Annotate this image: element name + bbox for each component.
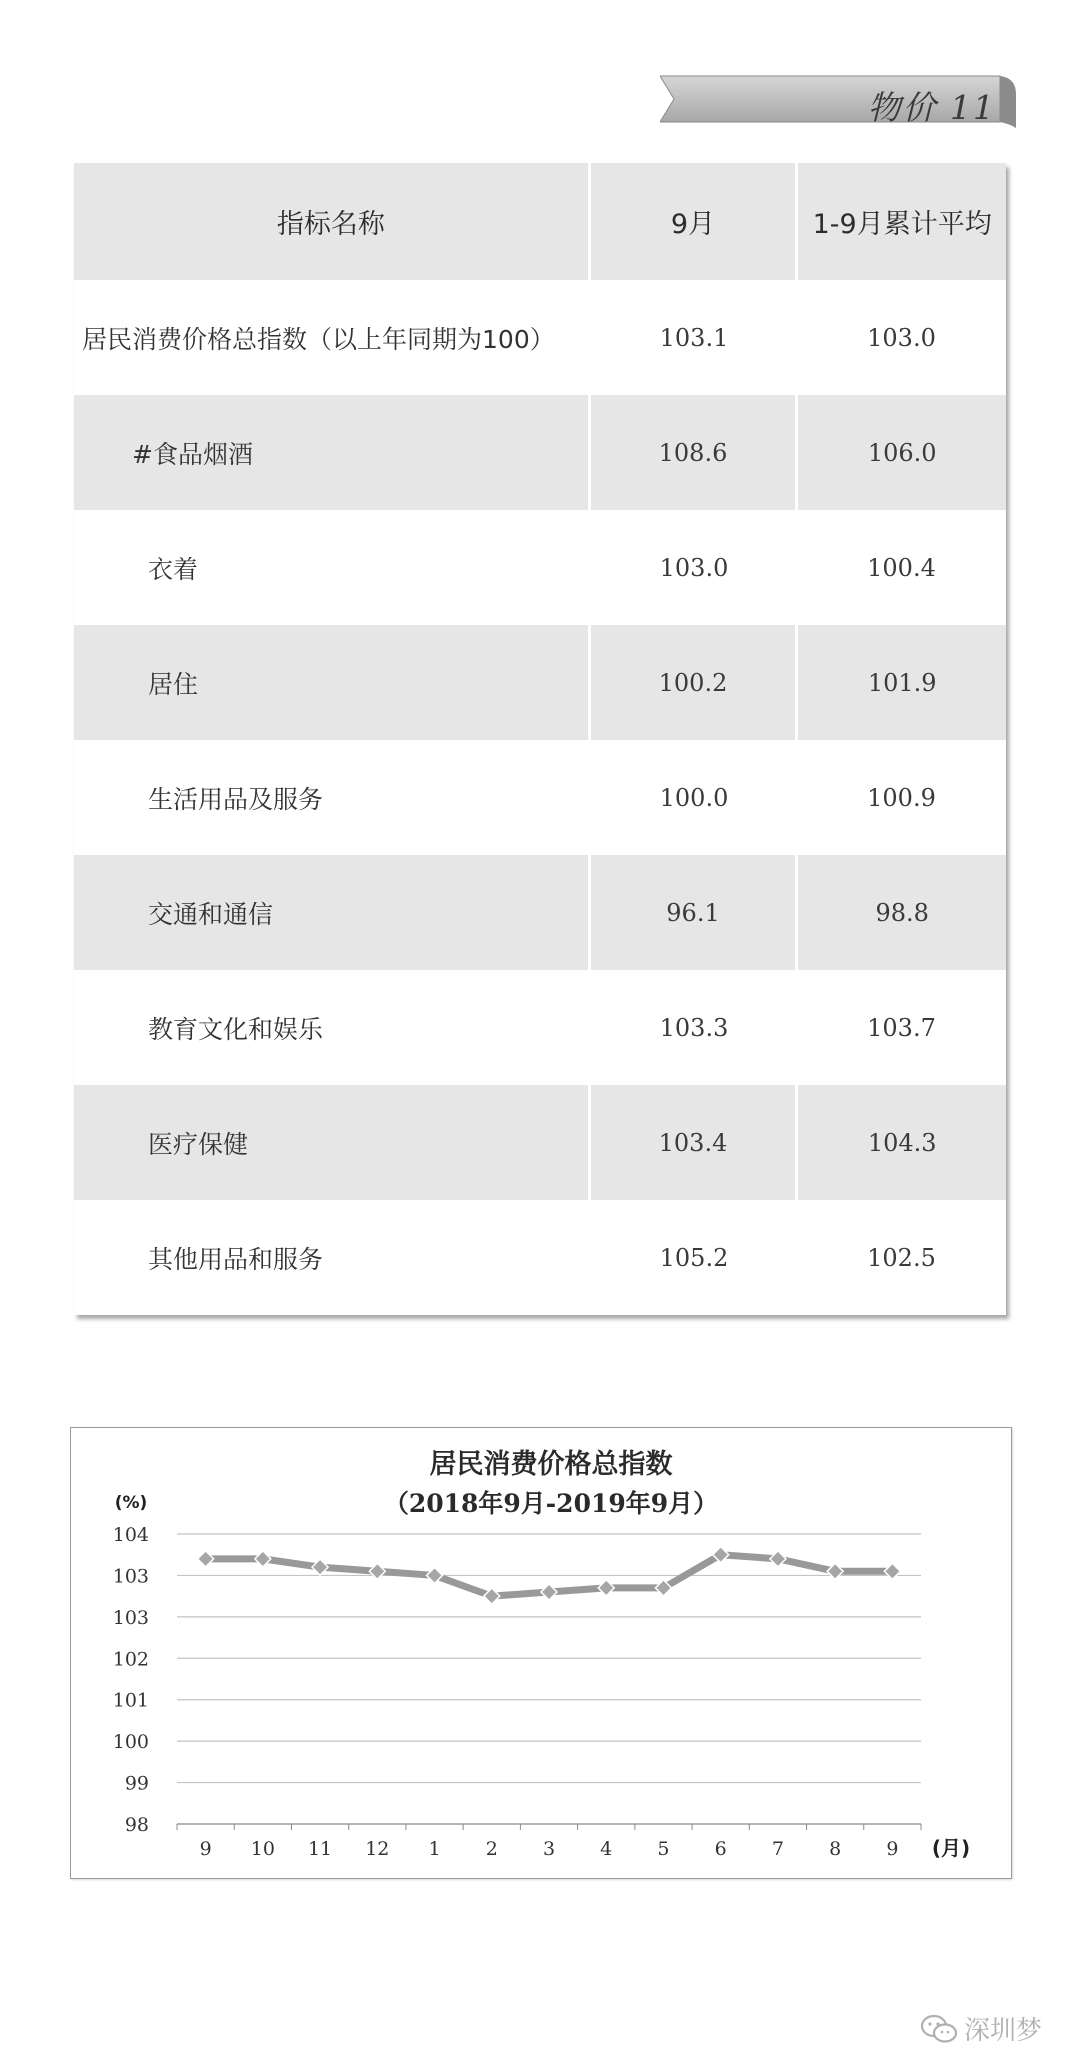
table-row (74, 510, 1006, 625)
price-index-table (74, 163, 1006, 1315)
data-point (541, 1584, 557, 1600)
y-tick-label: 103 (112, 1565, 149, 1588)
x-tick-label: 3 (542, 1838, 556, 1860)
chart-canvas (71, 1428, 1011, 1878)
row-value-september: 108.6 (658, 438, 728, 467)
data-point (827, 1563, 843, 1579)
row-label: 衣着 (148, 554, 199, 584)
row-value-average: 104.3 (867, 1128, 937, 1157)
row-label: 居住 (148, 669, 199, 699)
watermark-text: 深圳梦 (964, 2016, 1043, 2046)
row-value-september: 103.0 (659, 553, 729, 582)
row-value-september: 100.0 (659, 783, 729, 812)
row-label: 其他用品和服务 (148, 1244, 324, 1274)
data-point (312, 1559, 328, 1575)
row-value-september: 103.4 (658, 1128, 728, 1157)
x-tick-label: 8 (829, 1838, 842, 1860)
table-row (74, 855, 1006, 970)
row-value-average: 103.7 (867, 1013, 936, 1042)
column-header-september: 9月 (591, 163, 799, 280)
column-header-indicator: 指标名称 (74, 163, 591, 280)
table-header-row (74, 163, 1006, 280)
data-point (770, 1551, 786, 1567)
table-row (74, 395, 1006, 510)
watermark (920, 2010, 1042, 2047)
table-row (74, 280, 1006, 395)
row-value-september: 96.1 (666, 898, 720, 927)
chart-title: 居民消费价格总指数 (429, 1449, 673, 1480)
row-value-september: 105.2 (659, 1243, 729, 1272)
column-header-cumulative-average: 1-9月累计平均 (812, 209, 992, 240)
row-label: 居民消费价格总指数（以上年同期为100） (82, 324, 555, 354)
row-label: 医疗保健 (148, 1129, 249, 1159)
row-value-september: 100.2 (658, 668, 728, 697)
y-tick-label: 103 (112, 1606, 149, 1629)
data-point (255, 1551, 271, 1567)
wechat-icon (920, 2014, 958, 2044)
row-label: 生活用品及服务 (148, 784, 324, 814)
row-value-average: 100.9 (867, 783, 936, 812)
y-tick-label: 100 (112, 1731, 149, 1754)
row-value-average: 98.8 (875, 898, 929, 927)
row-value-average: 101.9 (867, 668, 937, 697)
y-tick-label: 98 (124, 1814, 149, 1836)
x-tick-label: 11 (307, 1838, 333, 1860)
y-tick-label: 102 (112, 1648, 149, 1671)
row-value-average: 103.0 (867, 323, 936, 352)
x-tick-label: 6 (714, 1838, 727, 1860)
row-value-average: 102.5 (867, 1243, 936, 1272)
chart-subtitle: （2018年9月-2019年9月） (383, 1489, 719, 1518)
x-tick-label: 9 (886, 1838, 899, 1860)
row-label: #食品烟酒 (132, 439, 253, 469)
x-tick-label: 4 (600, 1838, 613, 1860)
row-value-september: 103.3 (659, 1013, 729, 1042)
table-row (74, 1085, 1006, 1200)
table-row (74, 1200, 1006, 1315)
y-tick-label: 99 (124, 1772, 149, 1795)
data-point (884, 1563, 900, 1579)
data-point (598, 1580, 614, 1596)
section-ribbon (660, 74, 1022, 132)
x-tick-label: 1 (428, 1838, 441, 1860)
x-tick-label: 12 (365, 1838, 390, 1860)
table-row (74, 970, 1006, 1085)
y-axis-unit: (%) (114, 1493, 148, 1513)
row-label: 教育文化和娱乐 (148, 1014, 324, 1044)
x-axis-unit: (月) (931, 1836, 971, 1860)
data-point (369, 1563, 385, 1579)
cpi-line-chart (70, 1427, 1012, 1879)
x-tick-label: 5 (657, 1838, 670, 1860)
row-value-september: 103.1 (659, 323, 729, 352)
table-row (74, 625, 1006, 740)
x-tick-label: 7 (771, 1838, 784, 1860)
y-tick-label: 101 (112, 1689, 149, 1712)
x-tick-label: 2 (485, 1838, 498, 1860)
x-tick-label: 9 (199, 1838, 212, 1860)
y-tick-label: 104 (112, 1524, 149, 1546)
section-label: 物价 11 (867, 88, 996, 127)
row-value-average: 106.0 (867, 438, 937, 467)
table-row (74, 740, 1006, 855)
data-point (198, 1551, 214, 1567)
x-tick-label: 10 (250, 1838, 275, 1860)
row-value-average: 100.4 (867, 553, 936, 582)
row-label: 交通和通信 (148, 899, 274, 929)
